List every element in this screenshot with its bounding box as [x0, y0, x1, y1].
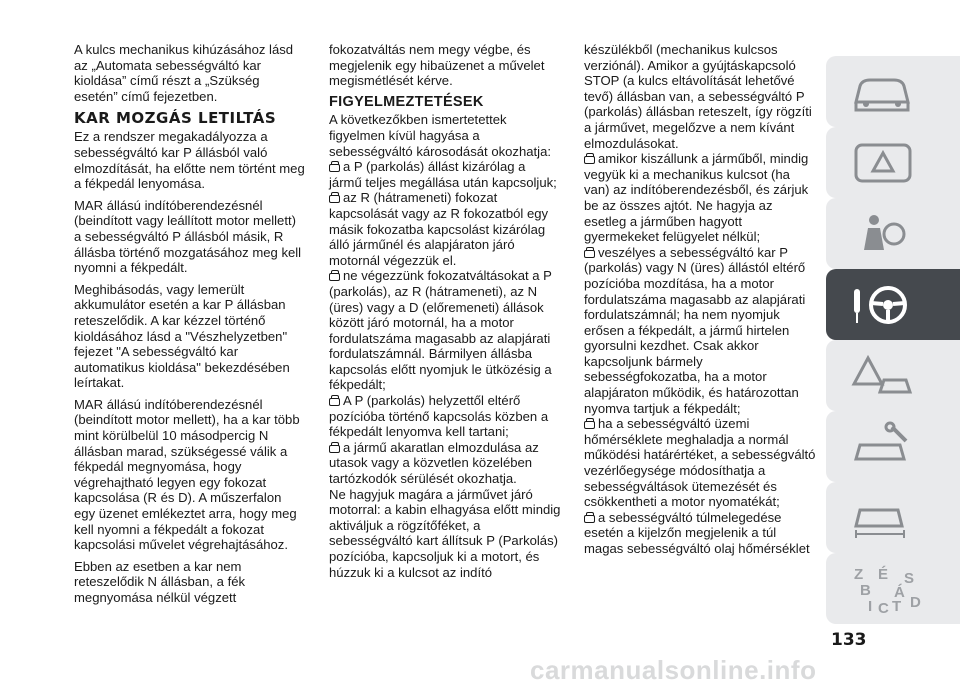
car-warning-icon [329, 195, 340, 203]
warnings-heading: FIGYELMEZTETÉSEK [329, 93, 484, 110]
tab-starting-driving[interactable] [826, 269, 960, 340]
paragraph: MAR állású indítóberendezésnél (beindított vagy leállított motor mellett) a sebességváltó P állásból másik, R állásba történő mozgatásához meg kell nyomni a fékpedált. [74, 197, 302, 276]
text-column-3 [584, 42, 816, 557]
car-wrench-icon [848, 419, 918, 474]
car-warning-icon [584, 515, 595, 523]
paragraph: Ebben az esetben a kar nem reteszelődik N állásban, a fék megnyomása nélkül végzett [74, 558, 246, 605]
paragraph: A következőkben ismertetettek figyelmen kívül hagyása a sebességváltó károsodását okozhatja: [329, 112, 552, 159]
svg-text:I: I [868, 598, 873, 615]
tab-car-info[interactable] [826, 56, 960, 127]
car-warning-icon [329, 398, 340, 406]
warning-item: A P (parkolás) helyzettől eltérő pozícióba történő kapcsolás közben a fékpedált lenyomva kell tartani; [329, 393, 549, 440]
svg-text:É: É [878, 566, 889, 583]
text-column-2 [329, 42, 561, 586]
car-info-icon [848, 64, 918, 119]
car-warning-icon [329, 273, 340, 281]
tab-maintenance[interactable] [826, 411, 960, 482]
svg-text:D: D [910, 594, 921, 611]
paragraph: MAR állású indítóberendezésnél (beindított motor mellett), ha a kar több mint körülbelül 10 másodpercig N állásban marad, szükségessé válik a fékpedál megnyomása, hogy végrehajtható legyen egy fokozat kapcsolása (R és D). A műszerfalon egy üzenet emlékeztet arra, hogy meg kell nyomni a fékpedált a fokozat kapcsolási művelet végrehajtásához. [74, 396, 300, 553]
tab-safety[interactable] [826, 198, 960, 269]
warning-item: a P (parkolás) állást kizárólag a jármű teljes megállása után kapcsoljuk; [329, 159, 557, 190]
dashboard-warning-icon [848, 135, 918, 190]
paragraph: fokozatváltás nem megy végbe, és megjelenik egy hibaüzenet a művelet megismétlését kérve. [329, 42, 545, 89]
svg-text:S: S [904, 570, 915, 587]
svg-text:Z: Z [854, 566, 864, 583]
car-specs-icon [848, 490, 918, 545]
tab-emergency[interactable] [826, 340, 960, 411]
warning-item: ne végezzünk fokozatváltásokat a P (parkolás), az R (hátrameneti), az N (üres) vagy a D (előremeneti) állások között járó motornál, ha a motor fordulatszáma magasabb az alapjárati fordulatszámnál. Bármilyen állásba kapcsolás előtt nyomjuk le ütközésig a fékpedált; [329, 268, 552, 393]
seatbelt-airbag-icon [848, 206, 918, 261]
warning-item: a sebességváltó túlmelegedése esetén a kijelzőn megjelenik a túl magas sebességváltó olaj hőmérséklet [584, 509, 810, 556]
svg-text:T: T [892, 598, 902, 615]
section-heading: KAR MOZGÁS LETILTÁS [74, 109, 277, 128]
paragraph: készülékből (mechanikus kulcsos verziónál). Amikor a gyújtáskapcsoló STOP (a kulcs eltávolítását lehetővé tevő) állásban van, a sebességváltó P (parkolás) állásban reteszelt, így rögzíti a járművet, megelőzve a nem kívánt elmozdulásokat. [584, 42, 812, 151]
warning-item: az R (hátrameneti) fokozat kapcsolását vagy az R fokozatból egy másik fokozatba kapcsolást kizárólag álló járműnél és alapjáraton járó motornál végezzük el. [329, 190, 549, 268]
car-warning-icon [584, 421, 595, 429]
paragraph: Ez a rendszer megakadályozza a sebességváltó kar P állásból való elmozdítását, ha előtte nem történt meg a fékpedál lenyomása. [74, 129, 305, 192]
car-warning-icon [584, 156, 595, 164]
alphabetical-index-icon [848, 561, 938, 621]
warning-item: a jármű akaratlan elmozdulása az utasok vagy a közvetlen közelében tartózkodók sérülését okozhatja. [329, 439, 539, 487]
chapter-tabs [826, 56, 960, 616]
car-warning-icon [584, 250, 595, 258]
paragraph: Ne hagyjuk magára a járművet járó motorral: a kabin elhagyása előtt mindig aktiváljuk a rögzítőféket, a sebességváltó kart állítsuk P (Parkolás) pozícióba, kapcsoljuk ki a motort, és húzzuk ki a kulcsot az indító [329, 486, 561, 580]
car-warning-icon [329, 445, 340, 453]
paragraph: A kulcs mechanikus kihúzásához lásd az „Automata sebességváltó kar kioldása” című részt a „Szükség esetén” című fejezetben. [74, 42, 294, 104]
watermark: carmanualsonline.info [530, 655, 817, 685]
warning-item: veszélyes a sebességváltó kar P (parkolás) vagy N (üres) állástól eltérő pozícióba mozdítása, ha a motor fordulatszáma magasabb az alapjárati fordulatszámnál; ha nem nyomjuk erősen a fékpedált, a jármű hirtelen gyorsulni kezdhet. Csak akkor kapcsoljunk bármely sebességfokozatba, ha a motor alapjáraton működik, és határozottan nyomva tartjuk a fékpedált; [584, 244, 806, 416]
key-steering-wheel-icon [848, 277, 918, 332]
svg-text:B: B [860, 582, 871, 599]
svg-text:Á: Á [894, 584, 905, 601]
tab-index[interactable] [826, 553, 960, 624]
tab-dashboard[interactable] [826, 127, 960, 198]
svg-text:C: C [878, 600, 889, 617]
tab-technical-data[interactable] [826, 482, 960, 553]
car-warning-icon [329, 164, 340, 172]
warning-item: ha a sebességváltó üzemi hőmérséklete meghaladja a normál működési határértéket, a sebességváltó vezérlőegysége módosíthatja a sebességváltások ütemezését és csökkentheti a motor nyomatékát; [584, 416, 816, 510]
warning-item: amikor kiszállunk a járműből, mindig vegyük ki a mechanikus kulcsot (ha van) az indítóberendezésből, és zárjuk be az összes ajtót. Ne hagyja az esetleg a járműben hagyott gyermekeket felügyelet nélkül; [584, 151, 809, 245]
text-column-1 [74, 42, 306, 612]
warning-triangle-car-icon [848, 348, 918, 403]
paragraph: Meghibásodás, vagy lemerült akkumulátor esetén a kar P állásban reteszelődik. A kar kézzel történő kioldásához lásd a "Vészhelyzetben" fejezet "A sebességváltó kar automatikus kioldása" bekezdésében leírtakat. [74, 281, 290, 391]
page-number: 133 [831, 630, 867, 650]
